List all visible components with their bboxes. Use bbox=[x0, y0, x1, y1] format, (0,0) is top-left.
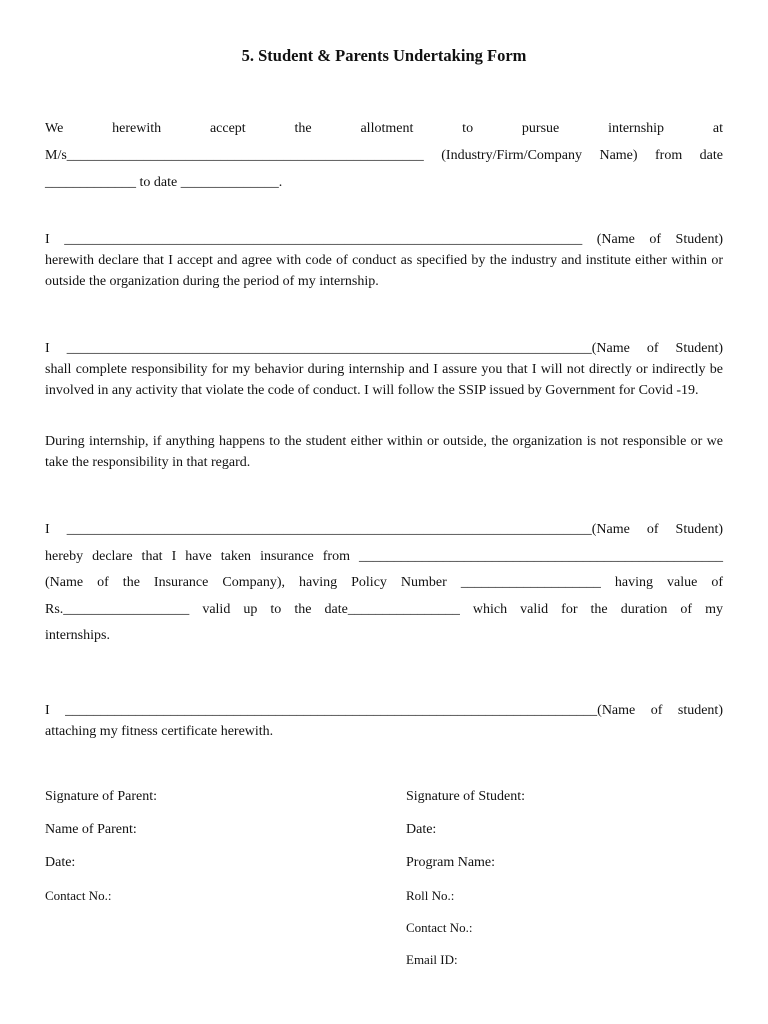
conduct-name-line: I __________________________________________________________________________ (Name of Student) bbox=[45, 232, 723, 247]
parent-contact-label: Contact No.: bbox=[45, 888, 112, 903]
insurance-declaration bbox=[45, 517, 723, 650]
insurance-end-line: internships. bbox=[45, 628, 110, 643]
conduct-declaration bbox=[45, 229, 723, 292]
parent-name-label: Name of Parent: bbox=[45, 822, 137, 837]
program-name-label: Program Name: bbox=[406, 855, 496, 870]
parent-signature-label: Signature of Parent: bbox=[45, 789, 157, 804]
parent-signature-block bbox=[45, 789, 345, 909]
fitness-body: attaching my fitness certificate herewith. bbox=[45, 724, 274, 739]
allotment-line-2: M/s___________________________________________________ (Industry/Firm/Company Name) from date bbox=[45, 148, 723, 163]
form-title: 5. Student & Parents Undertaking Form bbox=[241, 46, 527, 65]
student-contact-label: Contact No.: bbox=[406, 920, 473, 935]
roll-no-label: Roll No.: bbox=[406, 888, 455, 903]
student-signature-block bbox=[406, 789, 706, 979]
student-signature-label: Signature of Student: bbox=[406, 789, 525, 804]
allotment-paragraph bbox=[45, 115, 723, 196]
allotment-line-1: We herewith accept the allotment to pursue internship at bbox=[45, 121, 723, 136]
responsibility-body: shall complete responsibility for my behavior during internship and I assure you that I will not directly or indirectly be involved in any activity that violate the code of conduct. I will follow the SSIP issued by Government for Covid -19. bbox=[45, 362, 723, 398]
email-id-label: Email ID: bbox=[406, 952, 458, 967]
fitness-name-line: I ____________________________________________________________________________(Name of student) bbox=[45, 703, 723, 718]
insurance-name-line: I ___________________________________________________________________________(Name of Student) bbox=[45, 522, 723, 537]
insurance-company-line: hereby declare that I have taken insurance from ____________________________________________________ bbox=[45, 548, 723, 564]
insurance-value-line: Rs.__________________ valid up to the date________________ which valid for the duration of my bbox=[45, 601, 723, 617]
fitness-declaration bbox=[45, 700, 723, 742]
allotment-line-3: _____________ to date ______________. bbox=[45, 175, 283, 190]
insurance-policy-line: (Name of the Insurance Company), having Policy Number ____________________ having value of bbox=[45, 575, 723, 590]
student-date-label: Date: bbox=[406, 822, 437, 837]
document-page bbox=[45, 0, 723, 1024]
responsibility-name-line: I ___________________________________________________________________________(Name of Student) bbox=[45, 341, 723, 356]
conduct-body: herewith declare that I accept and agree with code of conduct as specified by the industry and institute either within or outside the organization during the period of my internship. bbox=[45, 253, 723, 289]
responsibility-note: During internship, if anything happens to the student either within or outside, the organization is not responsible or we take the responsibility in that regard. bbox=[45, 434, 723, 470]
parent-date-label: Date: bbox=[45, 855, 76, 870]
responsibility-declaration bbox=[45, 338, 723, 401]
